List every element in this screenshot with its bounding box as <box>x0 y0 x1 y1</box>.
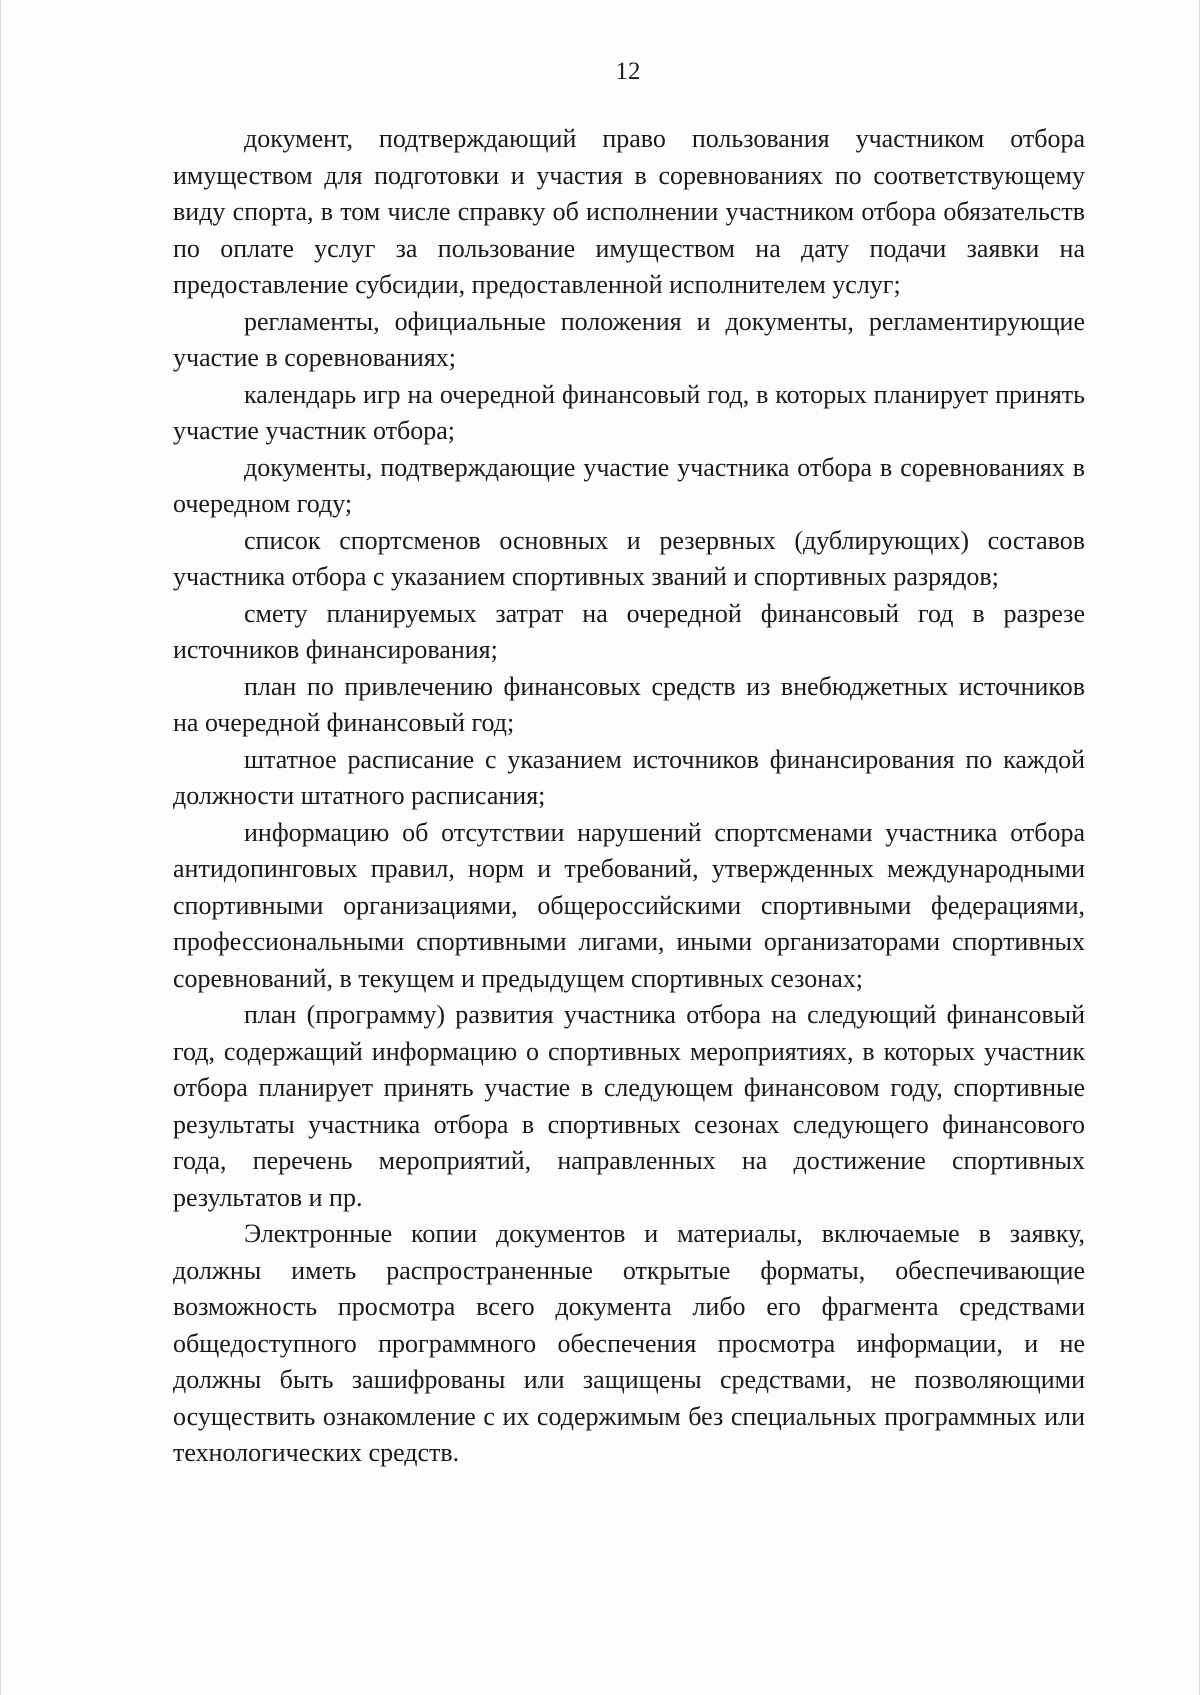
paragraph-staff-schedule: штатное расписание с указанием источников финансирования по каждой должности штатного расписания; <box>173 744 1085 810</box>
paragraph-regulations: регламенты, официальные положения и документы, регламентирующие участие в соревнованиях; <box>173 306 1085 372</box>
document-body <box>173 121 1085 1472</box>
paragraph-game-calendar: календарь игр на очередной финансовый год, в которых планирует принять участие участник отбора; <box>173 379 1085 445</box>
paragraph-cost-estimate: смету планируемых затрат на очередной финансовый год в разрезе источников финансирования; <box>173 598 1085 664</box>
paragraph-antidoping-info: информацию об отсутствии нарушений спортсменами участника отбора антидопинговых правил, норм и требований, утвержденных международными спортивными организациями, общероссийскими спортивными федерациями, профессиональными спортивными лигами, иными организаторами спортивных соревнований, в текущем и предыдущем спортивных сезонах; <box>173 817 1085 993</box>
page-number: 12 <box>615 58 641 85</box>
paragraph-funding-plan: план по привлечению финансовых средств из внебюджетных источников на очередной финансовый год; <box>173 671 1085 737</box>
paragraph-athlete-list: список спортсменов основных и резервных (дублирующих) составов участника отбора с указанием спортивных званий и спортивных разрядов; <box>173 525 1085 591</box>
paragraph-participation-documents: документы, подтверждающие участие участника отбора в соревнованиях в очередном году; <box>173 452 1085 518</box>
paragraph-development-plan: план (программу) развития участника отбора на следующий финансовый год, содержащий информацию о спортивных мероприятиях, в которых участник отбора планирует принять участие в следующем финансовом году, спортивные результаты участника отбора в спортивных сезонах следующего финансового года, перечень мероприятий, направленных на достижение спортивных результатов и пр. <box>173 1000 1085 1212</box>
paragraph-property-use-document: документ, подтверждающий право пользования участником отбора имуществом для подготовки и участия в соревнованиях по соответствующему виду спорта, в том числе справку об исполнении участником отбора обязательств по оплате услуг за пользование имуществом на дату подачи заявки на предоставление субсидии, предоставленной исполнителем услуг; <box>173 124 1085 299</box>
paragraph-electronic-copies: Электронные копии документов и материалы, включаемые в заявку, должны иметь распространенные открытые форматы, обеспечивающие возможность просмотра всего документа либо его фрагмента средствами общедоступного программного обеспечения просмотра информации, и не должны быть зашифрованы или защищены средствами, не позволяющими осуществить ознакомление с их содержимым без специальных программных или технологических средств. <box>173 1219 1085 1467</box>
